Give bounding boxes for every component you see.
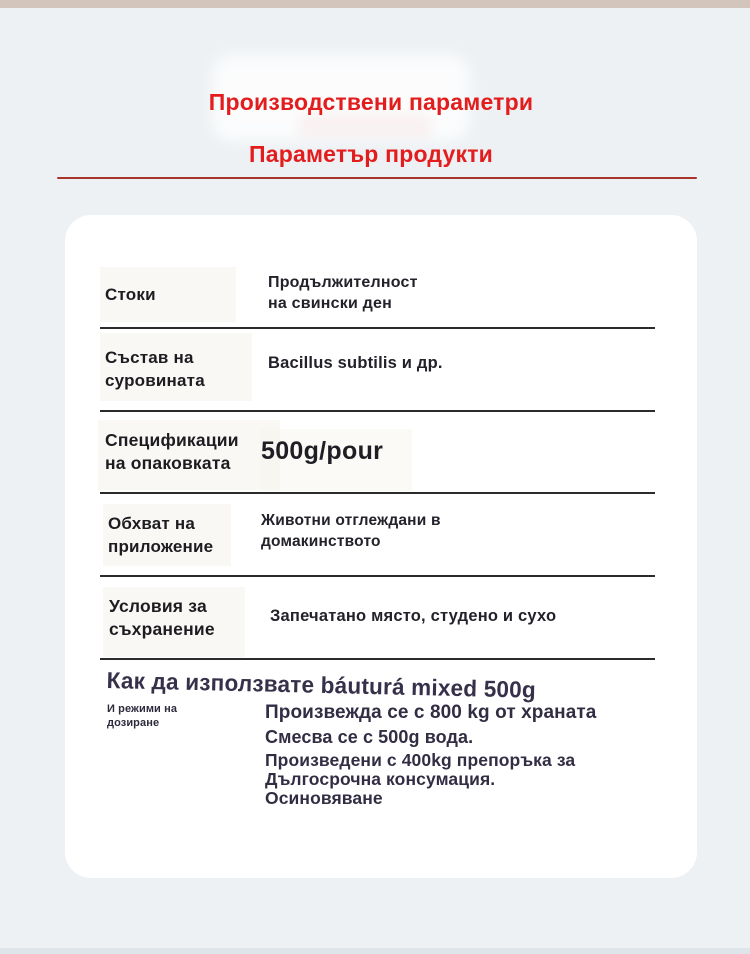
spec-row-label-storage (109, 595, 215, 641)
spec-row-label-packaging (105, 429, 239, 475)
usage-instructions (265, 702, 596, 808)
title-underline (57, 177, 697, 179)
spec-row-label-composition (105, 346, 205, 392)
usage-instruction-line: Осиновяване (265, 788, 383, 808)
label-line: Спецификации (105, 430, 239, 450)
note-line: И режими на (107, 703, 178, 715)
row-divider (100, 575, 655, 577)
page-subtitle: Параметър продукти (248, 141, 493, 167)
usage-instruction-line: Произведени с 400kg препоръка за (265, 750, 576, 770)
label-line: Състав на (105, 348, 194, 367)
decorative-top-strip (0, 0, 750, 8)
spec-card (65, 215, 697, 878)
spec-row-value-packaging (261, 436, 383, 466)
label-line: на опаковката (105, 453, 231, 473)
label-line: Обхват на (108, 514, 196, 533)
usage-instruction-line: Произвежда се с 800 kg от храната (265, 702, 597, 723)
page-title: Производствени параметри (208, 89, 534, 115)
usage-instruction-line: Смесва се с 500g вода. (265, 727, 474, 747)
value-line: на свински ден (268, 295, 392, 312)
spec-row-value-application (261, 510, 441, 552)
label-line: суровината (105, 371, 205, 390)
spec-row-value-composition (268, 353, 443, 374)
value-line: Bacillus subtilis и др. (268, 354, 443, 372)
value-line: Продължителност (268, 274, 418, 291)
value-line: 500g/pour (261, 437, 384, 465)
row-divider (100, 658, 655, 660)
value-line: Животни отглеждани в (261, 512, 441, 529)
ghost-overlay-smudge (298, 114, 432, 138)
value-line: домакинството (261, 533, 381, 550)
usage-instruction-line: Дългосрочна консумация. (265, 769, 496, 789)
row-divider (100, 327, 655, 329)
spec-row-value-storage (270, 606, 556, 627)
spec-row-value-goods (268, 272, 418, 314)
note-line: дозиране (107, 717, 160, 729)
row-divider (100, 410, 655, 412)
usage-heading: Как да използвате báuturá mixed 500g (106, 667, 537, 703)
spec-row-label-goods (105, 283, 156, 306)
spec-row-label-application (108, 512, 213, 558)
label-line: Условия за (109, 596, 207, 616)
value-line: Запечатано място, студено и сухо (270, 607, 557, 625)
label-line: Стоки (105, 285, 156, 304)
label-line: приложение (108, 537, 214, 556)
usage-dosage-note (107, 702, 177, 730)
label-line: съхранение (109, 619, 215, 639)
decorative-bottom-strip (0, 948, 750, 954)
row-divider (100, 492, 655, 494)
